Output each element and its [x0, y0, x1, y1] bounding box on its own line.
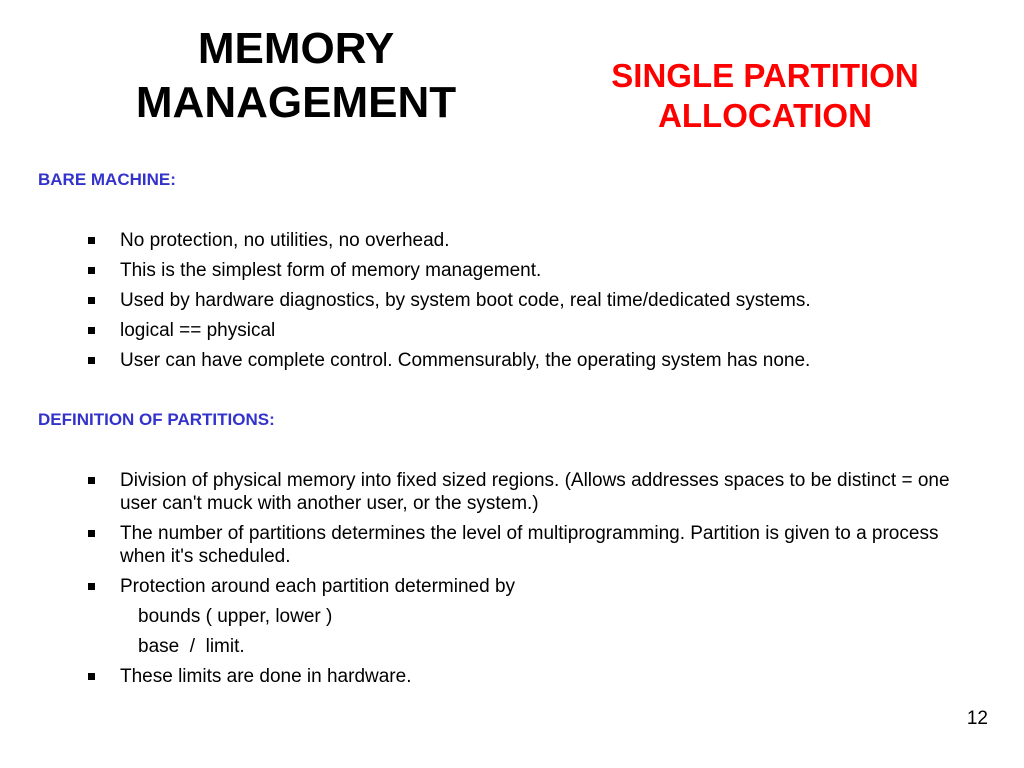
list-item — [0, 319, 982, 342]
slide-title-line2: MANAGEMENT — [135, 78, 457, 127]
square-bullet-icon — [88, 237, 95, 244]
square-bullet-icon — [88, 297, 95, 304]
list-item-text: Used by hardware diagnostics, by system boot code, real time/dedicated systems. — [120, 290, 811, 311]
list-item — [0, 665, 982, 688]
list-item — [0, 289, 982, 312]
slide-subtitle — [540, 56, 990, 136]
list-item — [0, 469, 982, 515]
square-bullet-icon — [88, 477, 95, 484]
list-item — [0, 575, 982, 658]
list-item-text: These limits are done in hardware. — [120, 666, 412, 687]
list-item — [0, 259, 982, 282]
square-bullet-icon — [88, 673, 95, 680]
list-item-text: Protection around each partition determined by — [120, 576, 516, 597]
list-item — [0, 522, 982, 568]
section-heading-partitions: DEFINITION OF PARTITIONS: — [38, 410, 275, 429]
square-bullet-icon — [88, 357, 95, 364]
list-item-text: This is the simplest form of memory management. — [120, 260, 542, 281]
list-item-text: Division of physical memory into fixed sized regions. (Allows addresses spaces to be distinct = one user can't muck with another user, or the system.) — [120, 470, 950, 514]
list-item-text: logical == physical — [120, 320, 276, 341]
page-number: 12 — [966, 708, 988, 729]
square-bullet-icon — [88, 267, 95, 274]
protection-detail-bounds: bounds ( upper, lower ) — [138, 606, 333, 627]
slide-subtitle-line2: ALLOCATION — [658, 97, 872, 134]
slide-subtitle-line1: SINGLE PARTITION — [611, 57, 919, 94]
square-bullet-icon — [88, 530, 95, 537]
list-item — [0, 229, 982, 252]
slide-title — [60, 22, 532, 130]
protection-detail-base-limit: base / limit. — [138, 636, 245, 657]
partitions-bullet-list — [0, 469, 982, 695]
list-item-text: User can have complete control. Commensurably, the operating system has none. — [120, 350, 811, 371]
square-bullet-icon — [88, 327, 95, 334]
list-item-text: No protection, no utilities, no overhead. — [120, 230, 450, 251]
section-heading-bare-machine: BARE MACHINE: — [38, 170, 176, 189]
list-item-text: The number of partitions determines the level of multiprogramming. Partition is given to a process when it's scheduled. — [120, 523, 939, 567]
square-bullet-icon — [88, 583, 95, 590]
list-item — [0, 349, 982, 372]
bare-machine-bullet-list — [0, 229, 982, 379]
slide-title-line1: MEMORY — [197, 24, 395, 73]
